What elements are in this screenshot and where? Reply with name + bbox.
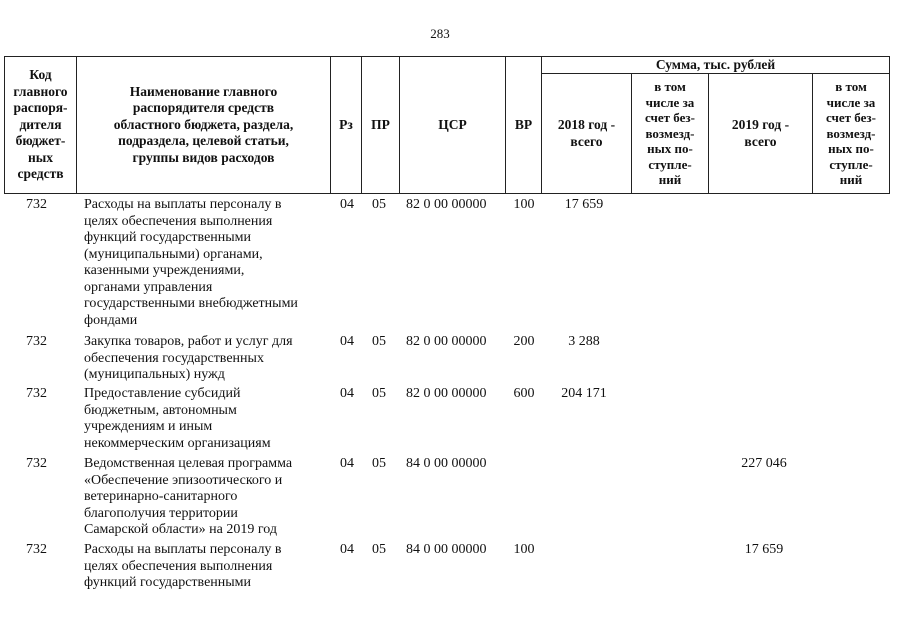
row-name: Ведомственная целевая программа «Обеспечение эпизоотического и ветеринарно-санитарного благополучия территории Самарской области» на 2019 год	[84, 456, 293, 537]
row-sum-2019: 227 046	[741, 456, 787, 471]
row-pr: 05	[372, 197, 386, 212]
row-sum-2018: 17 659	[564, 197, 604, 212]
row-name: Расходы на выплаты персоналу в целях обеспечения выполнения функций государственными (муниципальными) органами, казенными учреждениями, органами управления государственными внебюджетными фондами	[84, 197, 298, 328]
header-2018-total: 2018 год - всего	[557, 117, 616, 149]
row-csr: 82 0 00 00000	[406, 197, 487, 212]
row-vr: 100	[513, 542, 535, 557]
page-number: 283	[430, 26, 450, 41]
header-sum: Сумма, тыс. рублей	[655, 57, 776, 72]
header-rz: Рз	[339, 116, 353, 132]
row-pr: 05	[372, 456, 386, 471]
row-rz: 04	[340, 386, 354, 401]
row-sum-2018: 204 171	[561, 386, 607, 401]
row-vr: 600	[513, 386, 535, 401]
header-bottom-border	[4, 193, 890, 194]
row-code: 732	[26, 456, 47, 471]
row-rz: 04	[340, 197, 354, 212]
row-vr: 200	[513, 334, 535, 349]
header-name: Наименование главного распорядителя средств областного бюджета, раздела, подраздела, целевой статьи, группы видов расходов	[113, 83, 294, 165]
row-name: Предоставление субсидий бюджетным, автономным учреждениям и иным некоммерческим организациям	[84, 386, 271, 451]
row-pr: 05	[372, 386, 386, 401]
header-2018-free: в том числе за счет без- возмезд- ных по- ступле- ний	[645, 79, 695, 188]
row-code: 732	[26, 197, 47, 212]
header-code: Код главного распоря- дителя бюджет- ных средств	[13, 67, 68, 182]
header-csr: ЦСР	[438, 116, 467, 132]
row-pr: 05	[372, 334, 386, 349]
row-code: 732	[26, 386, 47, 401]
row-rz: 04	[340, 334, 354, 349]
row-csr: 84 0 00 00000	[406, 542, 487, 557]
header-vr: ВР	[514, 116, 533, 132]
row-code: 732	[26, 334, 47, 349]
row-csr: 84 0 00 00000	[406, 456, 487, 471]
header-2019-free: в том числе за счет без- возмезд- ных по- ступле- ний	[826, 79, 876, 188]
row-sum-2019: 17 659	[744, 542, 784, 557]
row-pr: 05	[372, 542, 386, 557]
col-border	[889, 56, 890, 194]
row-name: Расходы на выплаты персоналу в целях обеспечения выполнения функций государственными	[84, 542, 282, 590]
header-2019-total: 2019 год - всего	[731, 117, 790, 149]
row-csr: 82 0 00 00000	[406, 334, 487, 349]
row-vr: 100	[513, 197, 535, 212]
row-csr: 82 0 00 00000	[406, 386, 487, 401]
row-rz: 04	[340, 542, 354, 557]
row-rz: 04	[340, 456, 354, 471]
row-name: Закупка товаров, работ и услуг для обеспечения государственных (муниципальных) нужд	[84, 334, 293, 382]
row-sum-2018: 3 288	[568, 334, 600, 349]
header-pr: ПР	[371, 116, 390, 132]
row-code: 732	[26, 542, 47, 557]
